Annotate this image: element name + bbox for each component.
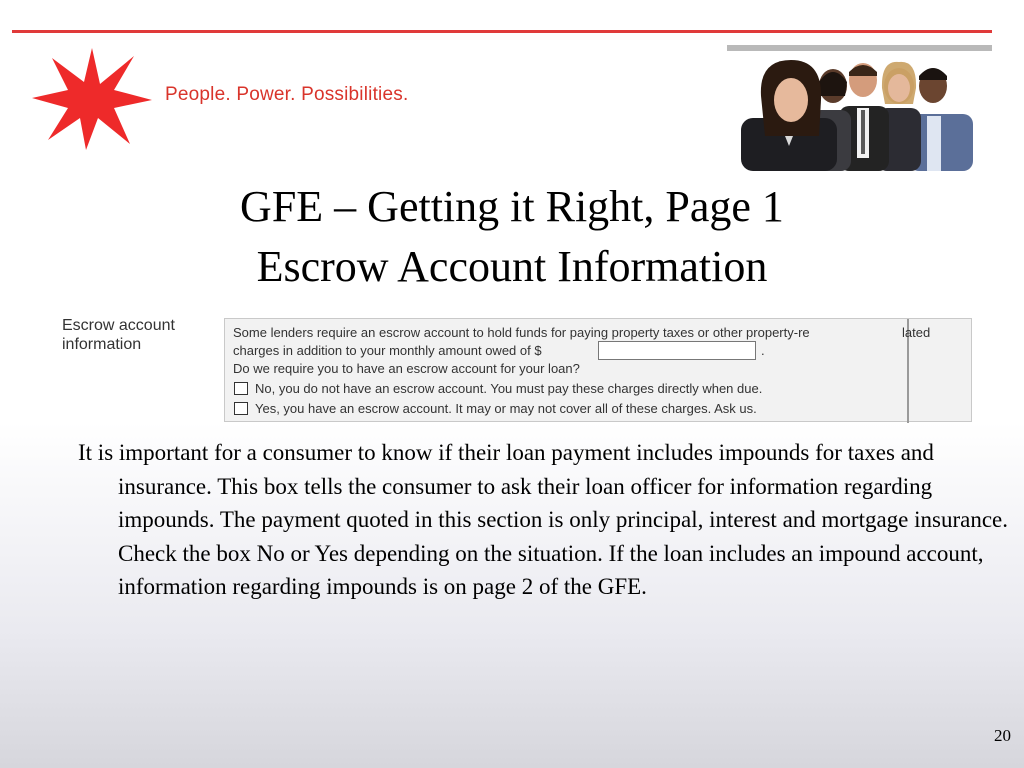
header-red-rule <box>12 30 992 33</box>
yes-escrow-checkbox <box>234 402 248 415</box>
slide-title-line-1: GFE – Getting it Right, Page 1 <box>240 182 784 231</box>
form-line-2: charges in addition to your monthly amount owed of $ <box>233 343 542 358</box>
option-yes-label: Yes, you have an escrow account. It may or may not cover all of these charges. Ask us. <box>255 401 757 416</box>
form-inner-panel <box>225 319 909 423</box>
monthly-amount-field <box>598 341 756 360</box>
business-team-photo <box>741 56 973 171</box>
option-no-label: No, you do not have an escrow account. You must pay these charges directly when due. <box>255 381 763 396</box>
starburst-logo-icon <box>30 46 154 152</box>
form-line-1-continuation: lated <box>902 325 931 340</box>
amount-period: . <box>761 343 765 358</box>
form-line-3: Do we require you to have an escrow account for your loan? <box>233 361 580 376</box>
header-gray-bar <box>727 45 992 51</box>
page-number: 20 <box>994 726 1011 745</box>
brand-tagline: People. Power. Possibilities. <box>165 84 409 105</box>
slide-title-line-2: Escrow Account Information <box>256 242 768 291</box>
escrow-section-label: Escrow account information <box>62 317 175 353</box>
explanation-paragraph: It is important for a consumer to know if their loan payment includes impounds for taxes and insurance. This box tells the consumer to ask their loan officer for information regarding impounds. The payment quoted in this section is only principal, interest and mortgage insurance. Check the box No or Yes depending on the situation. If the loan includes an impound account, information regarding impounds is on page 2 of the GFE. <box>78 440 1009 599</box>
form-line-1: Some lenders require an escrow account to hold funds for paying property taxes or other property-re <box>233 325 810 340</box>
no-escrow-checkbox <box>234 382 248 395</box>
escrow-form-excerpt <box>224 318 972 422</box>
